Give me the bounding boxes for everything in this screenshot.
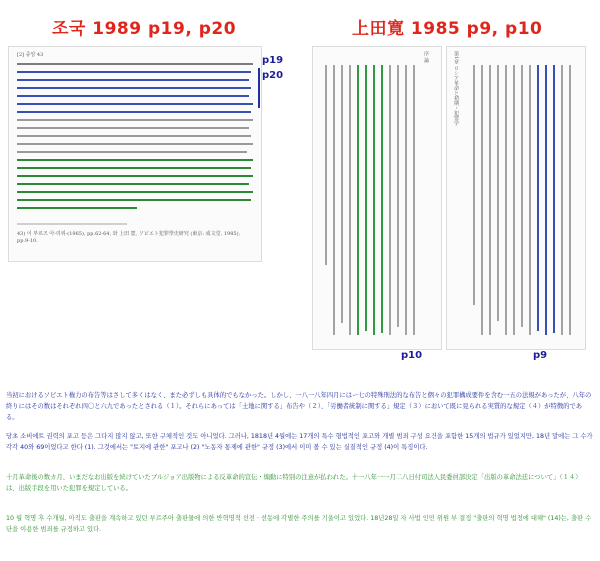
japanese-paragraph-2: 十月革命後の数カ月、いまだなお出版を続けていたブルジョア出版物による反革命的宣伝・煽動に特別の注意が払われた。十一八年一一月二八日付司法人民委員部決定「出版の革命法廷について」（１４）は、出版手段を用いた犯罪を規定している。 [6,474,582,492]
korean-paragraph-2: 10 월 혁명 후 수개월, 아직도 출판을 계속하고 있던 부르주아 출판물에 의한 반혁명적 선전 · 선동에 각별한 주의를 기울이고 있었다. 18년28일 자 사법 인민 위원 부 결정 "출판의 혁명 법정에 대해" (14)는, 출판 수단을 이용한 범죄를 규정하고 있다. [6,515,592,533]
right-source-title: 上田寛 1985 p9, p10 [352,19,543,39]
scan-column [405,65,407,335]
scan-column [529,65,531,335]
scan-column-blue [545,65,547,335]
page-label-p10: p10 [401,350,423,361]
scan-column [521,65,523,327]
scan-line [17,143,253,145]
scan-line-underlined [17,103,253,105]
scan-line-green [17,167,251,169]
scan-page-header: 序 論 [423,51,429,63]
scan-line [17,151,247,153]
scan-column [333,65,335,335]
scan-line-underlined [17,71,251,73]
scan-line-underlined [17,95,249,97]
scan-column-green [381,65,383,333]
scan-line [17,135,251,137]
scan-column [481,65,483,335]
scan-line [17,127,249,129]
korean-book-scan [8,46,262,262]
scan-line [17,119,253,121]
scan-page-header: [2] 중앙 43 [17,52,44,58]
scan-line-green [17,175,253,177]
scan-column-blue [553,65,555,333]
japanese-book-scan-p10 [312,46,442,350]
scan-line [17,63,253,65]
scan-line-green [17,199,251,201]
scan-column [349,65,351,335]
japanese-book-scan-p9 [446,46,586,350]
page-label-p19: p19 [262,55,284,66]
korean-paragraph-1: 당초 소비에트 권력의 포고 등은 그다지 많지 않고, 또한 구체적인 것도 아니었다. 그러나, 1818년 4월에는 17개의 특수 형법적인 포고와 개별 범죄 구성 요건을 포함한 15개의 법규가 있었지만, 18년 말에는 그 수가 각각 40와 69이었다고 한다 (1). 그것에서는 "토지에 관한" 포고나 (2) "노동자 통제에 관한" 규정 (3)에서 이미 볼 수 있는 실질적인 규정 (4)이 특징이다. [6,433,593,451]
scan-column [505,65,507,335]
scan-footnote: 43) 이 부르즈 아-리위-(1965), pp.62-64, 와 上田 寛, ソビエト犯罪學史研究 (東京: 成文堂, 1985), pp.9-10. [17,231,241,244]
scan-column [489,65,491,335]
scan-column [497,65,499,321]
page-label-p20: p20 [262,70,284,81]
scan-column [513,65,515,335]
scan-column [341,65,343,323]
scan-line-underlined [17,87,251,89]
scan-column [389,65,391,335]
left-source-title: 조국 1989 p19, p20 [52,19,237,39]
scan-column-green [373,65,375,335]
scan-column [473,65,475,305]
footnote-rule [17,223,127,225]
scan-column [325,65,327,265]
margin-marker [258,68,260,108]
scan-line-underlined [17,79,249,81]
scan-column [569,65,571,335]
scan-line-green [17,183,249,185]
scan-column-green [365,65,367,331]
scan-column [561,65,563,335]
japanese-paragraph-1: 当初におけるソビエト権力の布告等はさして多くはなく、また必ずしも具体的でもなかった。しかし、一八一八年四月にはー七の特殊刑法的な布告と個々の犯罪構成要件を含む一五の法規があったが、八年の終りにはその数はそれぞれ四〇と六九であったとされる（１）。それらにあっては「土地に関する」布告や（２）、「労働者統制に関する」規定（３）において既に見られる実質的な規定（４）が特徴的である。 [6,392,592,421]
scan-column [413,65,415,335]
page-label-p9: p9 [533,350,548,361]
scan-line-underlined [17,111,251,113]
scan-column [397,65,399,327]
scan-page-header: 第1章 ロシア革命と初期・犯罪学 [453,51,459,126]
scan-column-green [357,65,359,335]
scan-line-green [17,191,253,193]
scan-column-blue [537,65,539,331]
scan-line-green [17,207,137,209]
scan-line-green [17,159,253,161]
